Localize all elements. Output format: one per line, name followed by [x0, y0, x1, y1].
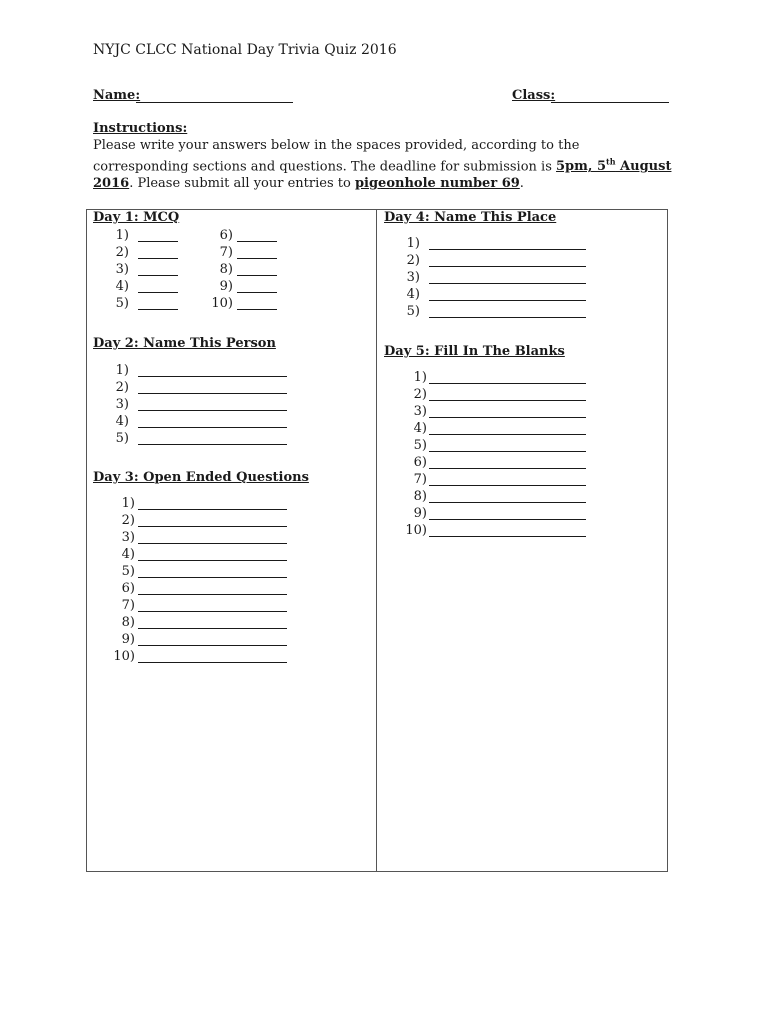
day1-answer-blank[interactable]: [237, 275, 277, 276]
day1-question-number: 5): [115, 296, 129, 311]
day5-answer-blank[interactable]: [429, 485, 586, 486]
day5-question-number: 3): [413, 404, 427, 419]
day4-question-number: 5): [406, 304, 420, 319]
day1-answer-blank[interactable]: [237, 292, 277, 293]
day1-question-number: 2): [115, 245, 129, 260]
day1-answer-blank[interactable]: [138, 275, 178, 276]
day3-answer-blank[interactable]: [138, 594, 287, 595]
day3-question-number: 4): [121, 547, 135, 562]
instructions-text: Please write your answers below in the spaces provided, according to the corresponding sections and questions. The deadline for submission is 5pm, 5th August 2016. Please submit all your entries to pigeonhole number 69.: [93, 138, 672, 192]
day5-answer-blank[interactable]: [429, 502, 586, 503]
day3-question-number: 2): [121, 513, 135, 528]
day3-question-number: 5): [121, 564, 135, 579]
day2-heading: Day 2: Name This Person: [93, 336, 276, 351]
day1-answer-blank[interactable]: [237, 241, 277, 242]
day5-answer-blank[interactable]: [429, 468, 586, 469]
day2-answer-blank[interactable]: [138, 393, 287, 394]
day3-question-number: 6): [121, 581, 135, 596]
day4-answer-blank[interactable]: [429, 249, 586, 250]
day2-question-number: 5): [115, 431, 129, 446]
day5-question-number: 4): [413, 421, 427, 436]
column-divider: [376, 209, 377, 872]
day3-answer-blank[interactable]: [138, 628, 287, 629]
day2-question-number: 2): [115, 380, 129, 395]
day4-question-number: 4): [406, 287, 420, 302]
day4-question-number: 1): [406, 236, 420, 251]
day4-question-number: 2): [406, 253, 420, 268]
day3-answer-blank[interactable]: [138, 543, 287, 544]
day5-answer-blank[interactable]: [429, 383, 586, 384]
day1-question-number: 1): [115, 228, 129, 243]
day2-question-number: 3): [115, 397, 129, 412]
class-field-line[interactable]: [551, 102, 669, 103]
day1-answer-blank[interactable]: [138, 292, 178, 293]
day3-question-number: 10): [113, 649, 135, 664]
day5-answer-blank[interactable]: [429, 519, 586, 520]
day5-answer-blank[interactable]: [429, 451, 586, 452]
day1-answer-blank[interactable]: [138, 258, 178, 259]
day1-answer-blank[interactable]: [138, 241, 178, 242]
day5-answer-blank[interactable]: [429, 417, 586, 418]
day4-heading: Day 4: Name This Place: [384, 210, 557, 225]
day3-answer-blank[interactable]: [138, 662, 287, 663]
day1-question-number: 3): [115, 262, 129, 277]
day3-heading: Day 3: Open Ended Questions: [93, 470, 309, 485]
day5-question-number: 6): [413, 455, 427, 470]
day3-answer-blank[interactable]: [138, 611, 287, 612]
day1-heading: Day 1: MCQ: [93, 210, 180, 225]
day2-question-number: 1): [115, 363, 129, 378]
day3-answer-blank[interactable]: [138, 509, 287, 510]
day5-question-number: 9): [413, 506, 427, 521]
day3-answer-blank[interactable]: [138, 560, 287, 561]
day5-question-number: 2): [413, 387, 427, 402]
document-title: NYJC CLCC National Day Trivia Quiz 2016: [93, 42, 397, 58]
day5-answer-blank[interactable]: [429, 400, 586, 401]
day2-answer-blank[interactable]: [138, 427, 287, 428]
day1-answer-blank[interactable]: [138, 309, 178, 310]
day5-answer-blank[interactable]: [429, 434, 586, 435]
day3-question-number: 8): [121, 615, 135, 630]
day5-question-number: 5): [413, 438, 427, 453]
day5-question-number: 1): [413, 370, 427, 385]
day4-question-number: 3): [406, 270, 420, 285]
pigeonhole-number: pigeonhole number 69: [354, 176, 520, 192]
day5-answer-blank[interactable]: [429, 536, 586, 537]
instructions-heading: Instructions:: [93, 121, 188, 136]
day1-question-number: 4): [115, 279, 129, 294]
day1-answer-blank[interactable]: [237, 258, 277, 259]
day2-answer-blank[interactable]: [138, 376, 287, 377]
day3-question-number: 9): [121, 632, 135, 647]
day1-answer-blank[interactable]: [237, 309, 277, 310]
day4-answer-blank[interactable]: [429, 266, 586, 267]
day3-answer-blank[interactable]: [138, 526, 287, 527]
day1-question-number: 10): [211, 296, 233, 311]
day5-question-number: 10): [405, 523, 427, 538]
day1-question-number: 6): [219, 228, 233, 243]
day4-answer-blank[interactable]: [429, 317, 586, 318]
day3-question-number: 1): [121, 496, 135, 511]
day1-question-number: 7): [219, 245, 233, 260]
deadline: 5pm, 5th August 2016: [93, 157, 672, 192]
day2-question-number: 4): [115, 414, 129, 429]
day5-heading: Day 5: Fill In The Blanks: [384, 344, 565, 359]
day1-question-number: 8): [219, 262, 233, 277]
name-label: Name:: [93, 88, 141, 103]
day3-question-number: 3): [121, 530, 135, 545]
class-label: Class:: [512, 88, 556, 103]
day3-question-number: 7): [121, 598, 135, 613]
day4-answer-blank[interactable]: [429, 300, 586, 301]
day3-answer-blank[interactable]: [138, 577, 287, 578]
day3-answer-blank[interactable]: [138, 645, 287, 646]
day1-question-number: 9): [219, 279, 233, 294]
day2-answer-blank[interactable]: [138, 410, 287, 411]
name-field-line[interactable]: [136, 102, 293, 103]
day5-question-number: 7): [413, 472, 427, 487]
day4-answer-blank[interactable]: [429, 283, 586, 284]
day2-answer-blank[interactable]: [138, 444, 287, 445]
day5-question-number: 8): [413, 489, 427, 504]
